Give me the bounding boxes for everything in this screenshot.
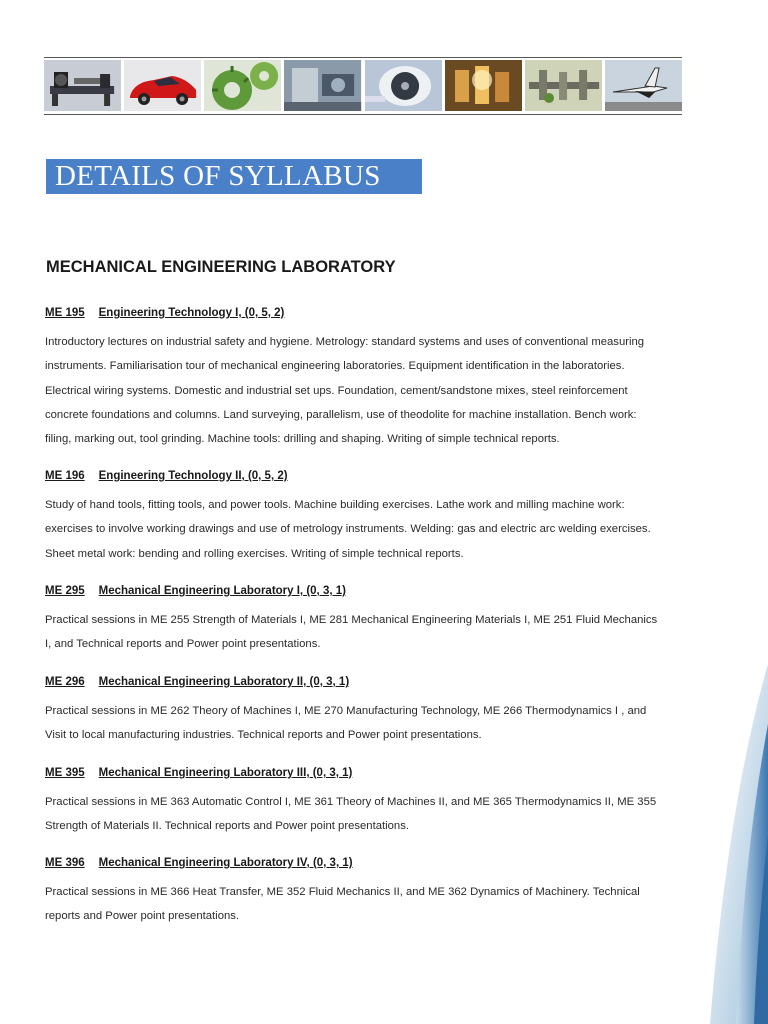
machine-tool-image (284, 60, 361, 111)
course-name: Mechanical Engineering Laboratory II, (0, 3, 1) (98, 676, 350, 688)
course-code: ME 295 (45, 585, 85, 597)
course-block (45, 584, 685, 657)
course-description (45, 493, 685, 566)
course-code: ME 196 (45, 470, 85, 482)
course-description (45, 790, 685, 839)
engine-parts-image (445, 60, 522, 111)
description-line: Practical sessions in ME 366 Heat Transfer, ME 352 Fluid Mechanics II, and ME 362 Dynamics of Machinery. Technical (45, 886, 640, 898)
section-heading: MECHANICAL ENGINEERING LABORATORY (46, 258, 396, 276)
space-shuttle-image (605, 60, 682, 111)
description-line: exercises to involve working drawings and use of metrology instruments. Welding: gas and electric arc welding exercises. (45, 523, 651, 536)
description-line: reports and Power point presentations. (45, 910, 240, 923)
course-block (45, 469, 685, 566)
syllabus-title-box (46, 159, 422, 194)
course-code: ME 296 (45, 676, 85, 688)
description-line: instruments. Familiarisation tour of mechanical engineering laboratories. Equipment identification in the laboratories. (45, 360, 625, 373)
jet-engine-image (365, 60, 442, 111)
course-block (45, 306, 685, 451)
course-description (45, 330, 685, 451)
description-line: Practical sessions in ME 262 Theory of Machines I, ME 270 Manufacturing Technology, ME 266 Thermodynamics I , and (45, 705, 647, 717)
course-name: Engineering Technology I, (0, 5, 2) (98, 307, 285, 319)
course-heading (45, 766, 685, 780)
banner-bottom-rule (44, 114, 682, 115)
course-name: Mechanical Engineering Laboratory I, (0, 3, 1) (98, 585, 346, 597)
course-code: ME 395 (45, 767, 85, 779)
course-code: ME 195 (45, 307, 85, 319)
description-line: Practical sessions in ME 363 Automatic Control I, ME 361 Theory of Machines II, and ME 365 Thermodynamics II, ME 355 (45, 796, 657, 808)
banner-top-rule (44, 57, 682, 58)
description-line: Strength of Materials II. Technical reports and Power point presentations. (45, 820, 409, 833)
description-line: Sheet metal work: bending and rolling exercises. Writing of simple technical reports. (45, 547, 464, 560)
course-name: Engineering Technology II, (0, 5, 2) (98, 470, 288, 482)
description-line: Practical sessions in ME 255 Strength of Materials I, ME 281 Mechanical Engineering Materials I, ME 251 Fluid Mechanics (45, 614, 658, 626)
course-description (45, 608, 685, 657)
course-name: Mechanical Engineering Laboratory IV, (0, 3, 1) (98, 857, 353, 869)
header-banner (44, 60, 682, 111)
page-title: DETAILS OF SYLLABUS (55, 160, 381, 192)
course-name: Mechanical Engineering Laboratory III, (0, 3, 1) (98, 767, 353, 779)
course-description (45, 699, 685, 748)
course-block (45, 675, 685, 748)
course-heading (45, 584, 685, 598)
description-line: I, and Technical reports and Power point presentations. (45, 638, 321, 651)
crankshaft-image (525, 60, 602, 111)
corner-swoosh-decoration (688, 664, 768, 1024)
course-block (45, 766, 685, 839)
course-code: ME 396 (45, 857, 85, 869)
course-heading (45, 675, 685, 689)
course-heading (45, 856, 685, 870)
lathe-machine-image (44, 60, 121, 111)
description-line: Introductory lectures on industrial safety and hygiene. Metrology: standard systems and uses of conventional measuring (45, 336, 645, 348)
description-line: filing, marking out, tool grinding. Machine tools: drilling and shaping. Writing of simple technical reports. (45, 433, 560, 446)
description-line: Study of hand tools, fitting tools, and power tools. Machine building exercises. Lathe work and milling machine work: (45, 499, 625, 511)
red-sports-car-image (124, 60, 201, 111)
description-line: Electrical wiring systems. Domestic and industrial set ups. Foundation, cement/sandstone mixes, steel reinforcement (45, 384, 628, 397)
description-line: concrete foundations and columns. Land surveying, parallelism, use of theodolite for machine installation. Bench work: (45, 408, 637, 421)
course-block (45, 856, 685, 929)
course-heading (45, 306, 685, 320)
course-description (45, 880, 685, 929)
description-line: Visit to local manufacturing industries. Technical reports and Power point presentations. (45, 729, 482, 742)
course-heading (45, 469, 685, 483)
gears-image (204, 60, 281, 111)
